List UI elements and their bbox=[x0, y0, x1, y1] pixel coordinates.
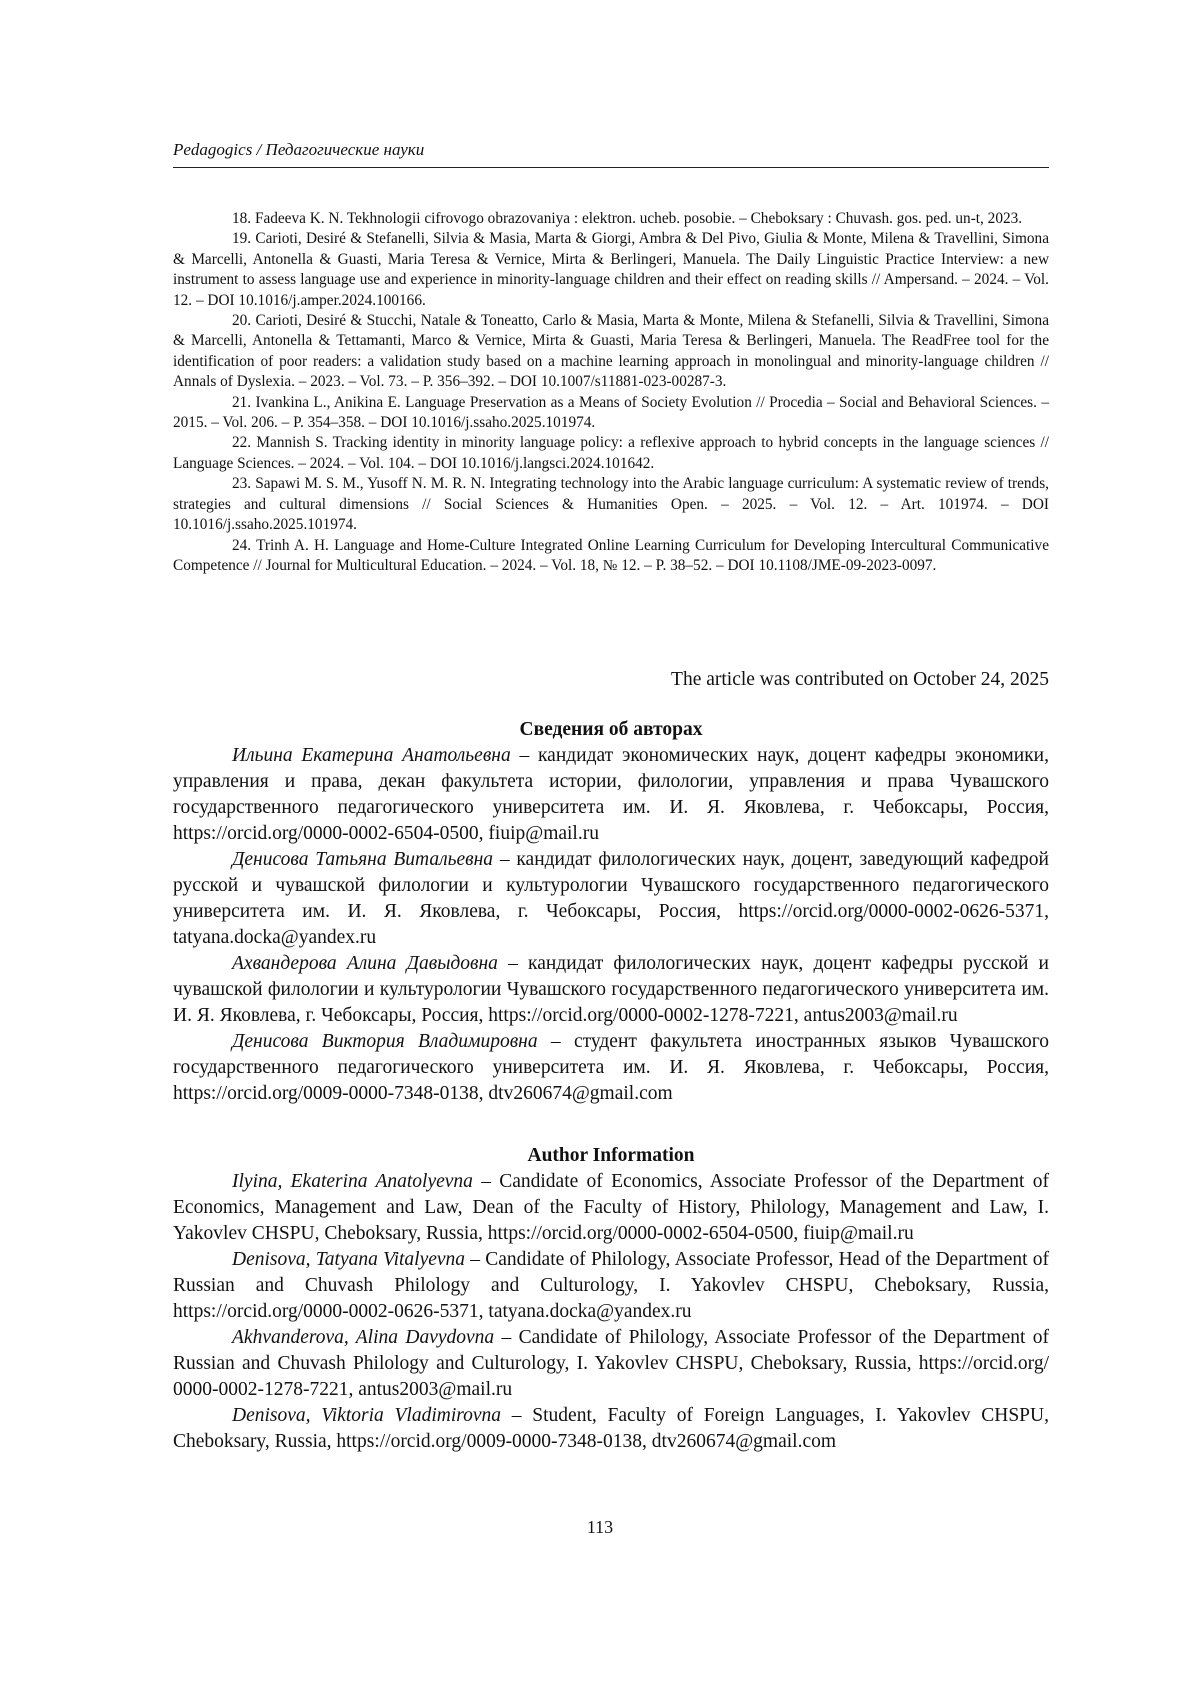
authors-en-heading: Author Information bbox=[527, 1145, 695, 1166]
author-name: Denisova, Viktoria Vladimirovna bbox=[232, 1405, 502, 1426]
author-details: – Candidate of Economics, Associate Professor of the Department of Economics, Management and Law, Dean of the Faculty of History, Philology, Management and Law, I. Yakovlev CHSPU, Cheboksary, Russia, https://orcid.org/0000-0002-6504-0500, fiuip@mail.ru bbox=[173, 1171, 1049, 1244]
author-details: – кандидат экономических наук, доцент кафедры экономики, управления и права, декан факультета истории, филологии, управления и права Чувашского государственного педагогического университета им. И. Я. Яковлева, г. Чебоксары, Россия, https://orcid.org/0000-0002-6504-0500, fiuip@mail.ru bbox=[173, 745, 1049, 844]
page-number: 113 bbox=[586, 1517, 614, 1537]
authors-en-section bbox=[173, 1143, 1049, 1455]
author-name: Денисова Татьяна Витальевна bbox=[232, 849, 494, 870]
author-name: Akhvanderova, Alina Davydovna bbox=[232, 1327, 495, 1348]
reference-item: 20. Carioti, Desiré & Stucchi, Natale & Toneatto, Carlo & Masia, Marta & Monte, Milena & Stefanelli, Silvia & Travellini, Simona & Marcelli, Antonella & Tettamanti, Marco & Vernice, Mirta & Guasti, Maria Teresa & Berlingeri, Manuela. The ReadFree tool for the identification of poor readers: a validation study based on a machine learning approach in monolingual and minority-language children // Annals of Dyslexia. – 2023. – Vol. 73. – P. 356–392. – DOI 10.1007/s11881-023-00287-3. bbox=[173, 312, 1049, 391]
author-name: Ilyina, Ekaterina Anatolyevna bbox=[232, 1171, 473, 1192]
reference-list bbox=[173, 209, 1049, 576]
author-name: Ахвандерова Алина Давыдовна bbox=[232, 953, 498, 974]
reference-item: 19. Carioti, Desiré & Stefanelli, Silvia & Masia, Marta & Giorgi, Ambra & Del Pivo, Giulia & Monte, Milena & Travellini, Simona & Marcelli, Antonella & Guasti, Maria Teresa & Vernice, Mirta & Berlingeri, Manuela. The Daily Linguistic Practice Interview: a new instrument to assess language use and experience in minority-language children and their effect on reading skills // Ampersand. – 2024. – Vol. 12. – DOI 10.1016/j.amper.2024.100166. bbox=[173, 230, 1049, 309]
author-details: – Candidate of Philology, Associate Professor of the Department of Russian and Chuvash Philology and Culturology, I. Yakovlev CHSPU, Cheboksary, Russia, https://orcid.org/ 0000-0002-1278-7221, antus2003@mail.ru bbox=[173, 1327, 1049, 1400]
author-name: Denisova, Tatyana Vitalyevna bbox=[232, 1249, 466, 1270]
author-entry bbox=[173, 847, 1049, 951]
reference-item: 24. Trinh A. H. Language and Home-Culture Integrated Online Learning Curriculum for Developing Intercultural Communicative Competence // Journal for Multicultural Education. – 2024. – Vol. 18, № 12. – P. 38–52. – DOI 10.1108/JME-09-2023-0097. bbox=[173, 536, 1049, 574]
author-details: – Candidate of Philology, Associate Professor, Head of the Department of Russian and Chuvash Philology and Culturology, I. Yakovlev CHSPU, Cheboksary, Russia, https://orcid.org/0000-0002-0626-5371, tatyana.docka@yandex.ru bbox=[173, 1249, 1049, 1322]
author-entry bbox=[173, 1029, 1049, 1107]
author-name: Ильина Екатерина Анатольевна bbox=[232, 745, 511, 766]
author-entry bbox=[173, 1403, 1049, 1455]
author-details: – кандидат филологических наук, доцент, заведующий кафедрой русской и чувашской филологии и культурологии Чувашского государственного педагогического университета им. И. Я. Яковлева, г. Чебоксары, Россия, https://orcid.org/0000-0002-0626-5371, tatyana.docka@yandex.ru bbox=[173, 849, 1049, 948]
reference-item: 22. Mannish S. Tracking identity in minority language policy: a reflexive approach to hybrid concepts in the language sciences // Language Sciences. – 2024. – Vol. 104. – DOI 10.1016/j.langsci.2024.101642. bbox=[173, 434, 1049, 472]
author-details: – Student, Faculty of Foreign Languages, I. Yakovlev CHSPU, Cheboksary, Russia, https://orcid.org/0009-0000-7348-0138, dtv260674@gmail.com bbox=[173, 1405, 1049, 1452]
author-details: – кандидат филологических наук, доцент кафедры русской и чувашской филологии и культурологии Чувашского государственного педагогического университета им. И. Я. Яковлева, г. Чебоксары, Россия, https://orcid.org/0000-0002-1278-7221, antus2003@mail.ru bbox=[173, 953, 1049, 1026]
contribution-date: The article was contributed on October 24, 2025 bbox=[671, 669, 1049, 690]
author-entry bbox=[173, 743, 1049, 847]
running-header: Pedagogics / Педагогические науки bbox=[173, 140, 425, 159]
reference-item: 23. Sapawi M. S. M., Yusoff N. M. R. N. Integrating technology into the Arabic language curriculum: A systematic review of trends, strategies and cultural dimensions // Social Sciences & Humanities Open. – 2025. – Vol. 12. – Art. 101974. – DOI 10.1016/j.ssaho.2025.101974. bbox=[173, 475, 1049, 534]
author-name: Денисова Виктория Владимировна bbox=[232, 1031, 538, 1052]
author-details: – студент факультета иностранных языков Чувашского государственного педагогического университета им. И. Я. Яковлева, г. Чебоксары, Россия, https://orcid.org/0009-0000-7348-0138, dtv260674@gmail.com bbox=[173, 1031, 1050, 1104]
author-entry bbox=[173, 951, 1049, 1029]
header-divider bbox=[173, 167, 1049, 168]
author-entry bbox=[173, 1325, 1049, 1403]
author-entry bbox=[173, 1247, 1049, 1325]
author-entry bbox=[173, 1169, 1049, 1247]
reference-item: 18. Fadeeva K. N. Tekhnologii cifrovogo obrazovaniya : elektron. ucheb. posobie. – Cheboksary : Chuvash. gos. ped. un-t, 2023. bbox=[232, 210, 1023, 227]
reference-item: 21. Ivankina L., Anikina E. Language Preservation as a Means of Society Evolution // Procedia – Social and Behavioral Sciences. – 2015. – Vol. 206. – P. 354–358. – DOI 10.1016/j.ssaho.2025.101974. bbox=[173, 393, 1049, 432]
authors-ru-section bbox=[173, 717, 1049, 1107]
authors-ru-heading: Сведения об авторах bbox=[519, 719, 703, 740]
